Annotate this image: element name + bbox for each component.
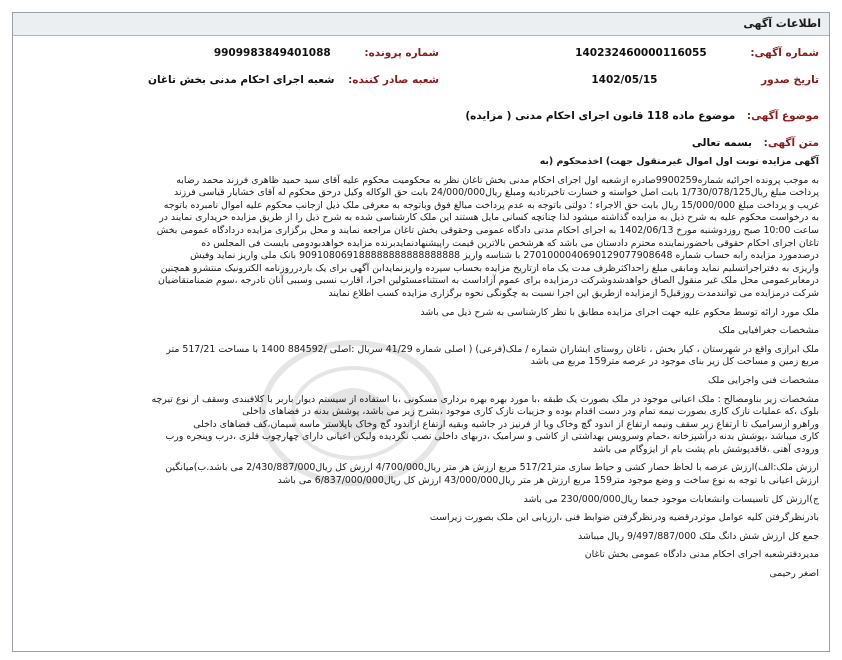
ad-body bbox=[23, 156, 819, 581]
body-line: ملک مورد ارائه توسط محکوم علیه جهت اجرای مزایده مطابق با نظر کارشناسی به شرح ذیل می باشد bbox=[420, 306, 819, 318]
body-line: وراهرو ازسرامیک تا ارتفاع زیر سقف ونیمه ارتفاع از اندود گچ وخاک ویا از فرنیز در جاشیه وبقیه ارتفاع ازاندود گچ وخاک باپلاستر ماسه سیمان،کف فضاهای داخلی bbox=[193, 418, 819, 430]
body-line: درمعابرعمومی محل ملک غیر منقول الصاق خواهدشدوشرکت درمزایده برای عموم آزاداست به استثناءمسئولین اجرا، اقارب نسبی وسببی آنان تادرجه ،سوم ضمنامتقاضیان bbox=[158, 275, 819, 287]
body-line: ج)ارزش کل تاسیسات وانشعابات موجود جمعا ریال230/000/000 می باشد bbox=[523, 493, 819, 505]
file-number-value: 9909983849401088 bbox=[213, 47, 331, 59]
body-line: غریب و پرداخت مبلغ 15/000/000 ریال بابت حق الاجراء ؛ دولتی باتوجه به عدم پرداخت مبالغ فوق وباتوجه به معرفی ملک ذیل ازجانب محکوم علیه اموال نامبرده باتوجه bbox=[163, 199, 819, 211]
body-line: ملک ابرازی واقع در شهرستان ، کیار بخش ، تاغان روستای ابشاران شماره / ملک(فرعی) ( اصلی شماره 41/29 سریال :اصلی /884592 1400 با مساحت 517/21 متر bbox=[166, 343, 819, 355]
body-line: به موجب پرونده اجرائیه شماره9900259صادره ازشعبه اول اجرای احکام مدنی بخش تاغان نظر به محکومیت محکوم علیه آقای سید حمید ظاهری فرزند محمد رضابه bbox=[176, 174, 819, 186]
issuer-label: شعبه صادر کننده: bbox=[348, 74, 439, 86]
subject-row bbox=[465, 110, 819, 122]
body-line: اصغر رحیمی bbox=[769, 568, 819, 580]
file-number-row bbox=[214, 47, 439, 59]
body-line: ساعت 10:00 صبح روزدوشنبه مورخ 1402/06/13 به اجرای احکام مدنی دادگاه عمومی وحقوقی بخش تاغان مراجعه نمایند و محل برگزاری مزایده دردادگاه عمومی بخش bbox=[156, 224, 819, 236]
ad-info-header bbox=[13, 13, 829, 36]
body-line: مشخصات فنی واجرایی ملک bbox=[708, 374, 819, 386]
issuer-value: شعبه اجرای احکام مدنی بخش تاغان bbox=[147, 74, 335, 86]
body-line: بادرنظرگرفتن کلیه عوامل موثردرقضیه ودرنظرگرفتن ضوابط فنی ،ارزیابی این ملک بصورت زیراست bbox=[429, 512, 819, 524]
subject-label: موضوع آگهی: bbox=[746, 110, 819, 122]
body-line: ارزش اعیانی با توجه به نوع ساخت و وضع موجود متر159 مربع ارزش هر متر ریال43/000/000 ارزش کل ریال6/837/000/000 می باشد bbox=[277, 475, 819, 487]
date-label: تاریخ صدور bbox=[761, 74, 819, 86]
text-label-row bbox=[692, 137, 819, 149]
body-line: واریزی به دفتراجراتسلیم نماید ومابقی مبلغ راحداکثرظرف مدت یک ماه ازتاریخ مزایده بحساب سپرده واریزنمایدابن آگهی برای یک باردرروزنامه الکترونیک منتشرو همچنین bbox=[160, 262, 819, 274]
body-line: مدیردفترشعبه اجرای احکام مدنی دادگاه عمومی بخش تاغان bbox=[584, 549, 819, 561]
body-line: کاری میباشد ،پوشش بدنه درآشپزخانه ،حمام وسرویس بهداشتی از کاشی و سرامیک ،دربهای داخلی نصب نگردیده ولیکن اعیانی دارای چهارچوب فلزی ،درب وپنجره ورب bbox=[165, 431, 819, 443]
body-line: جمع کل ارزش شش دانگ ملک 9/497/887/000 ریال میباشد bbox=[577, 530, 819, 542]
date-row bbox=[591, 74, 819, 86]
body-line: تاغان اجرای احکام حقوقی باحضورنماینده محترم دادستان می باشد که هرشخص بالاترین قیمت راپیشنهادنمایدبرنده مزایده خواهدبودومی بایست فی المجلس ده bbox=[201, 237, 819, 249]
body-line: مشخصات جغرافیایی ملک bbox=[718, 325, 819, 337]
body-line: ورودی آهنی ،فاقدپوشش بام پشت بام از ایزوگام می باشد bbox=[592, 443, 819, 455]
body-line: بلوک ،که عملیات نازک کاری بصورت نیمه تمام ودر دست اقدام بوده و جزییات نازک کاری موجود ،بشرح زیر می باشد، پوشش بدنه در فضاهای داخلی bbox=[242, 406, 819, 418]
date-value: 1402/05/15 bbox=[591, 74, 658, 86]
body-line: مربع زمین و مساحت کل زیر بنای موجود در عرصه متر159 مربع می باشد bbox=[530, 356, 819, 368]
issuer-row bbox=[148, 74, 439, 86]
body-line: به درخواست محکوم علیه به شرح ذیل به مزایده گذاشته میشود لذا چنانچه کسانی مایل هستند این ملک کارشناسی شده به شرح ذیل را از طریق مزایده خریداری نمایند در bbox=[159, 212, 819, 224]
body-line-0: بسمه تعالی bbox=[691, 137, 752, 149]
ad-number-value: 140232460000116055 bbox=[575, 47, 707, 59]
body-line: مشخصات زیر بناومصالح : ملک اعیانی موجود در ملک بصورت یک طبقه ،با مورد بهره بهره برداری مسکونی ،با استفاده از سیستم دیوار باربر با کلافبندی وسقف از نوع تیرچه bbox=[151, 393, 819, 405]
header-title: اطلاعات آگهی bbox=[743, 17, 821, 30]
body-line: درصدمورد مزایده رابه حساب شماره 2701000040690129077908648 با شناسه واریز 909108069188888888888888888 بانک ملی واریز نماید وفیش bbox=[190, 250, 819, 262]
body-line: پرداخت مبلغ ریال1/730/078/125 بابت اصل خواسته و خسارت تاخیرتادیه ومبلغ ریال24/000/000 بابت حق الوکاله وکیل درحق محکوم له آقای خشایار قیاسی فرزند bbox=[174, 187, 819, 199]
body-line: شرکت درمزایده می توانندمدت روزقبل5 ازمزایده ازطریق این اجرا نسبت به چگونگی نحوه برگزاری مزایده کسب اطلاع نمایند bbox=[328, 287, 819, 299]
body-line: ارزش ملک:الف)ارزش عرصه با لحاظ حصار کشی و حیاط سازی متر517/21 مربع ارزش هر متر ریال4/700/000 ارزش کل ریال2/430/887/000 می باشد.ب)میانگین bbox=[165, 462, 819, 474]
ad-number-row bbox=[575, 47, 819, 59]
subject-value: موضوع ماده 118 قانون اجرای احکام مدنی ( مزایده) bbox=[465, 110, 736, 122]
file-number-label: شماره پرونده: bbox=[364, 47, 439, 59]
text-label: متن آگهی: bbox=[763, 137, 819, 149]
ad-page bbox=[12, 12, 830, 652]
body-line: آگهی مزایده نوبت اول اموال غیرمنقول جهت) اخذمحکوم (به bbox=[539, 156, 819, 167]
ad-number-label: شماره آگهی: bbox=[750, 47, 819, 59]
